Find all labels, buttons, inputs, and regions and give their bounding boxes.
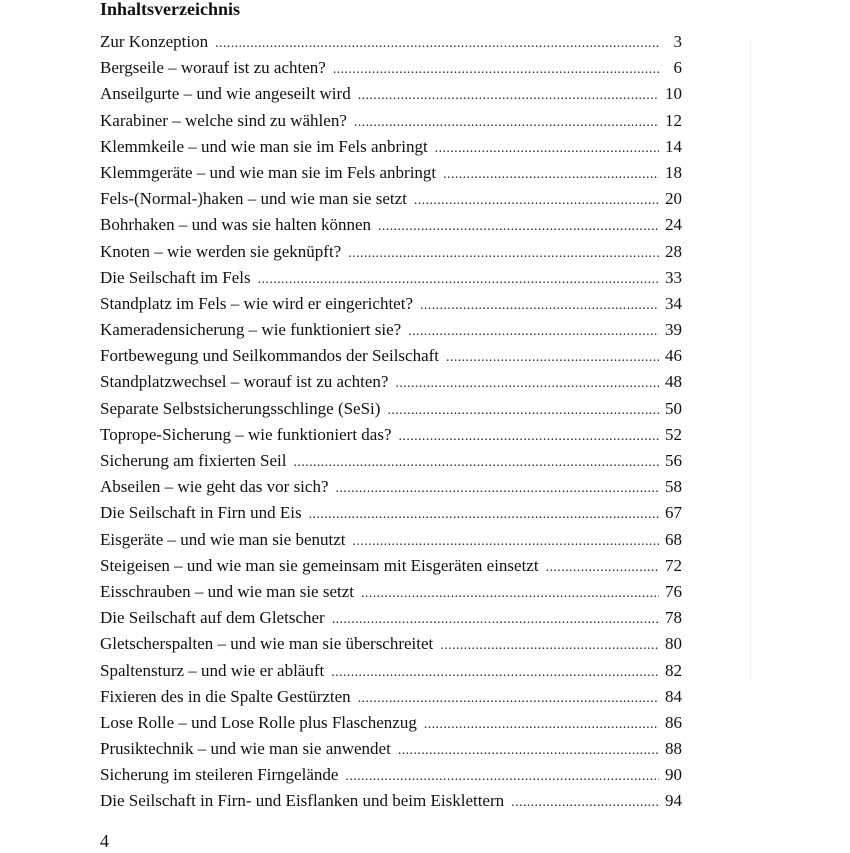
toc-entry-page-number: 12 <box>665 110 682 130</box>
toc-entry-page-number: 72 <box>665 555 682 575</box>
toc-entry-title: Prusiktechnik – und wie man sie anwendet <box>100 739 391 759</box>
toc-entry <box>100 134 682 160</box>
toc-dot-leader <box>546 555 659 581</box>
toc-dot-leader <box>352 529 659 555</box>
toc-entry-title: Karabiner – welche sind zu wählen? <box>100 110 347 130</box>
toc-entry-page-number: 24 <box>665 215 682 235</box>
toc-dot-leader <box>358 686 659 712</box>
toc-entry <box>100 396 682 422</box>
toc-entry <box>100 527 682 553</box>
toc-entry-title: Die Seilschaft auf dem Gletscher <box>100 608 325 628</box>
toc-dot-leader <box>399 424 659 450</box>
toc-entry <box>100 658 682 684</box>
toc-entry-page-number: 90 <box>665 765 682 785</box>
toc-entry-title: Eisgeräte – und wie man sie benutzt <box>100 529 346 549</box>
toc-entry-page-number: 46 <box>665 346 682 366</box>
toc-entry-title: Fels-(Normal-)haken – und wie man sie setzt <box>100 189 407 209</box>
toc-entry-title: Lose Rolle – und Lose Rolle plus Flaschenzug <box>100 712 417 732</box>
toc-entry <box>100 448 682 474</box>
toc-dot-leader <box>398 738 659 764</box>
toc-entry <box>100 422 682 448</box>
toc-entry-page-number: 10 <box>665 84 682 104</box>
toc-entry-page-number: 94 <box>665 791 682 811</box>
toc-dot-leader <box>378 214 659 240</box>
toc-entry-page-number: 28 <box>665 241 682 261</box>
toc-dot-leader <box>345 764 659 790</box>
toc-entry-page-number: 48 <box>665 372 682 392</box>
toc-dot-leader <box>511 790 659 816</box>
toc-dot-leader <box>424 712 659 738</box>
toc-entry <box>100 212 682 238</box>
toc-dot-leader <box>293 450 659 476</box>
toc-entry-title: Gletscherspalten – und wie man sie überschreitet <box>100 634 434 654</box>
toc-entry-title: Fortbewegung und Seilkommandos der Seilschaft <box>100 346 440 366</box>
toc-entry-page-number: 67 <box>665 503 682 523</box>
toc-entry-page-number: 18 <box>665 162 682 182</box>
toc-entry-page-number: 58 <box>665 477 682 497</box>
toc-entry-title: Fixieren des in die Spalte Gestürzten <box>100 686 351 706</box>
toc-entry <box>100 265 682 291</box>
toc-entry <box>100 108 682 134</box>
toc-dot-leader <box>258 267 659 293</box>
toc-entry <box>100 553 682 579</box>
toc-entry-page-number: 33 <box>665 267 682 287</box>
toc-entry-title: Standplatz im Fels – wie wird er eingerichtet? <box>100 293 413 313</box>
toc-entry-title: Die Seilschaft in Firn und Eis <box>100 503 302 523</box>
toc-entry-page-number: 80 <box>665 634 682 654</box>
toc-entry-title: Spaltensturz – und wie er abläuft <box>100 660 325 680</box>
toc-entry <box>100 55 682 81</box>
toc-entry-page-number: 56 <box>665 451 682 470</box>
toc-entry-title: Klemmkeile – und wie man sie im Fels anbringt <box>100 136 428 156</box>
toc-dot-leader <box>354 110 659 136</box>
toc-entry <box>100 710 682 736</box>
toc-entry <box>100 762 682 788</box>
toc-entry <box>100 605 682 631</box>
page-edge-line <box>750 40 751 680</box>
toc-dot-leader <box>309 502 659 528</box>
toc-entry-page-number: 20 <box>665 189 682 209</box>
toc-dot-leader <box>331 660 659 686</box>
toc-entry-page-number: 34 <box>665 293 682 313</box>
toc-dot-leader <box>435 136 659 162</box>
toc-entry-page-number: 3 <box>673 32 682 51</box>
toc-entry <box>100 29 682 55</box>
toc-entry-page-number: 86 <box>665 712 682 732</box>
toc-dot-leader <box>387 398 659 424</box>
toc-entry <box>100 579 682 605</box>
toc-entry <box>100 369 682 395</box>
toc-entry <box>100 317 682 343</box>
toc-dot-leader <box>361 581 659 607</box>
toc-entry-title: Bergseile – worauf ist zu achten? <box>100 58 326 78</box>
toc-entry-title: Abseilen – wie geht das vor sich? <box>100 477 329 497</box>
toc-dot-leader <box>443 162 659 188</box>
toc-entry-title: Zur Konzeption <box>100 32 209 51</box>
toc-entry <box>100 684 682 710</box>
toc-heading: Inhaltsverzeichnis <box>100 0 241 19</box>
toc-dot-leader <box>408 319 659 345</box>
toc-entry-page-number: 76 <box>665 581 682 601</box>
toc-entry-title: Anseilgurte – und wie angeseilt wird <box>100 84 351 104</box>
toc-entry-title: Steigeisen – und wie man sie gemeinsam mit Eisgeräten einsetzt <box>100 555 539 575</box>
toc-entry <box>100 631 682 657</box>
toc-entry <box>100 500 682 526</box>
toc-entry-page-number: 50 <box>665 398 682 418</box>
toc-entry-title: Standplatzwechsel – worauf ist zu achten? <box>100 372 389 392</box>
toc-entry <box>100 160 682 186</box>
toc-entry-title: Knoten – wie werden sie geknüpft? <box>100 241 342 261</box>
toc-entry-title: Klemmgeräte – und wie man sie im Fels anbringt <box>100 162 437 182</box>
toc-entry <box>100 736 682 762</box>
toc-list <box>100 29 682 815</box>
toc-dot-leader <box>446 345 659 371</box>
toc-entry-title: Bohrhaken – und was sie halten können <box>100 215 371 235</box>
toc-entry <box>100 474 682 500</box>
toc-entry-title: Die Seilschaft in Firn- und Eisflanken und beim Eisklettern <box>100 791 505 811</box>
toc-dot-leader <box>358 83 659 109</box>
toc-entry <box>100 343 682 369</box>
toc-entry-page-number: 14 <box>665 136 682 156</box>
toc-entry-page-number: 52 <box>665 424 682 444</box>
toc-entry <box>100 788 682 814</box>
toc-dot-leader <box>395 371 659 397</box>
toc-dot-leader <box>440 633 659 659</box>
toc-entry-title: Kameradensicherung – wie funktioniert sie? <box>100 320 402 340</box>
toc-entry-title: Sicherung im steileren Firngelände <box>100 765 339 785</box>
toc-entry-page-number: 82 <box>665 660 682 680</box>
toc-dot-leader <box>420 293 659 319</box>
toc-dot-leader <box>333 57 659 83</box>
toc-entry-title: Die Seilschaft im Fels <box>100 267 251 287</box>
toc-dot-leader <box>414 188 659 214</box>
toc-entry-page-number: 84 <box>665 686 682 706</box>
toc-entry-title: Separate Selbstsicherungsschlinge (SeSi) <box>100 398 381 418</box>
toc-entry-page-number: 88 <box>665 739 682 759</box>
toc-entry <box>100 81 682 107</box>
toc-entry-title: Toprope-Sicherung – wie funktioniert das? <box>100 424 392 444</box>
toc-entry-page-number: 6 <box>673 58 682 78</box>
page-number: 4 <box>100 831 109 851</box>
toc-dot-leader <box>215 31 659 57</box>
toc-entry <box>100 186 682 212</box>
toc-entry-title: Sicherung am fixierten Seil <box>100 451 287 470</box>
toc-dot-leader <box>332 607 659 633</box>
toc-dot-leader <box>348 241 659 267</box>
toc-entry <box>100 291 682 317</box>
toc-entry-page-number: 39 <box>665 320 682 340</box>
toc-entry-page-number: 68 <box>665 529 682 549</box>
toc-entry-title: Eisschrauben – und wie man sie setzt <box>100 581 354 601</box>
toc-entry <box>100 239 682 265</box>
toc-dot-leader <box>336 476 660 502</box>
toc-entry-page-number: 78 <box>665 608 682 628</box>
